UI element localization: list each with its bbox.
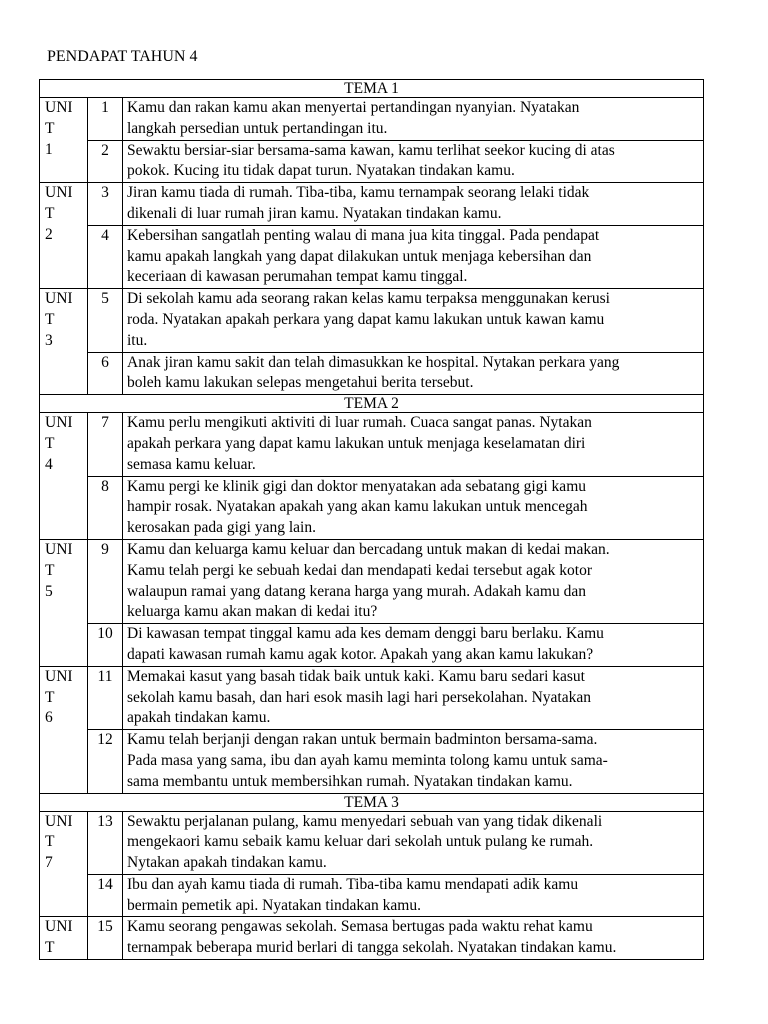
unit-label: UNI T 4 [40,413,88,540]
question-line: Kamu seorang pengawas sekolah. Semasa bertugas pada waktu rehat kamu [127,918,593,936]
question-text [123,225,704,288]
question-line: itu. [127,331,148,349]
question-line: Kamu perlu mengikuti aktiviti di luar rumah. Cuaca sangat panas. Nytakan [127,414,592,432]
question-line: roda. Nyatakan apakah perkara yang dapat kamu lakukan untuk kawan kamu [127,310,605,328]
question-number: 2 [88,140,123,183]
question-line: walaupun ramai yang datang kerana harga yang murah. Adakah kamu dan [127,582,586,600]
question-row [40,289,704,352]
unit-label: UNI T 7 [40,811,88,917]
question-line: Memakai kasut yang basah tidak baik untuk kaki. Kamu baru sedari kasut [127,667,585,685]
question-row [40,811,704,874]
question-line: kamu apakah langkah yang dapat dilakukan untuk menjaga kebersihan dan [127,247,592,265]
question-text [123,352,704,395]
question-text [123,917,704,960]
question-row [40,624,704,667]
tema-row [40,793,704,811]
question-line: Kamu dan keluarga kamu keluar dan bercadang untuk makan di kedai makan. [127,540,610,558]
question-row [40,98,704,141]
question-row [40,476,704,539]
question-line: pokok. Kucing itu tidak dapat turun. Nyatakan tindakan kamu. [127,162,515,180]
question-line: kerosakan pada gigi yang lain. [127,519,316,537]
question-line: Nytakan apakah tindakan kamu. [127,854,327,872]
unit-label: UNI T 2 [40,183,88,289]
question-row [40,413,704,476]
question-line: Kebersihan sangatlah penting walau di mana jua kita tinggal. Pada pendapat [127,226,600,244]
question-text [123,730,704,793]
tema-heading: TEMA 3 [40,793,704,811]
question-number: 9 [88,539,123,623]
tema-row [40,80,704,98]
question-line: dikenali di luar rumah jiran kamu. Nyatakan tindakan kamu. [127,204,502,222]
question-number: 11 [88,666,123,729]
question-line: Di kawasan tempat tinggal kamu ada kes demam denggi baru berlaku. Kamu [127,625,604,643]
question-row [40,917,704,960]
question-line: Ibu dan ayah kamu tiada di rumah. Tiba-tiba kamu mendapati adik kamu [127,875,579,893]
question-text [123,624,704,667]
question-line: Kamu telah berjanji dengan rakan untuk bermain badminton bersama-sama. [127,731,598,749]
question-text [123,666,704,729]
unit-label: UNI T 6 [40,666,88,793]
question-text [123,874,704,917]
question-line: keluarga kamu akan makan di kedai itu? [127,603,378,621]
question-table [39,79,704,960]
question-number: 14 [88,874,123,917]
question-row [40,183,704,226]
question-line: Kamu telah pergi ke sebuah kedai dan mendapati kedai tersebut agak kotor [127,561,592,579]
question-text [123,289,704,352]
question-number: 3 [88,183,123,226]
question-line: Sewaktu bersiar-siar bersama-sama kawan, kamu terlihat seekor kucing di atas [127,141,615,159]
question-line: sekolah kamu basah, dan hari esok masih lagi hari persekolahan. Nyatakan [127,688,591,706]
question-text [123,183,704,226]
question-line: Pada masa yang sama, ibu dan ayah kamu meminta tolong kamu untuk sama- [127,751,608,769]
question-line: dapati kawasan rumah kamu agak kotor. Apakah yang akan kamu lakukan? [127,645,594,663]
question-line: mengekaori kamu sebaik kamu keluar dari sekolah untuk pulang ke rumah. [127,833,594,851]
question-number: 1 [88,98,123,141]
question-text [123,413,704,476]
unit-label: UNI T 5 [40,539,88,666]
unit-label: UNI T 1 [40,98,88,183]
question-line: Kamu dan rakan kamu akan menyertai pertandingan nyanyian. Nyatakan [127,99,580,116]
unit-label: UNI T [40,917,88,960]
tema-heading: TEMA 2 [40,395,704,413]
question-line: Anak jiran kamu sakit dan telah dimasukkan ke hospital. Nytakan perkara yang [127,353,620,371]
question-number: 8 [88,476,123,539]
question-line: langkah persedian untuk pertandingan itu. [127,119,388,137]
question-line: sama membantu untuk membersihkan rumah. Nyatakan tindakan kamu. [127,772,573,790]
question-number: 4 [88,225,123,288]
question-row [40,225,704,288]
question-text [123,811,704,874]
question-line: Kamu pergi ke klinik gigi dan doktor menyatakan ada sebatang gigi kamu [127,477,586,495]
question-line: bermain pemetik api. Nyatakan tindakan kamu. [127,896,421,914]
question-row [40,730,704,793]
tema-row [40,395,704,413]
question-number: 12 [88,730,123,793]
question-number: 7 [88,413,123,476]
question-line: ternampak beberapa murid berlari di tangga sekolah. Nyatakan tindakan kamu. [127,939,617,957]
question-number: 6 [88,352,123,395]
question-line: hampir rosak. Nyatakan apakah yang akan kamu lakukan untuk mencegah [127,498,588,516]
question-row [40,140,704,183]
question-text [123,98,704,141]
question-text [123,539,704,623]
question-number: 10 [88,624,123,667]
question-text [123,140,704,183]
question-number: 13 [88,811,123,874]
question-line: Jiran kamu tiada di rumah. Tiba-tiba, kamu ternampak seorang lelaki tidak [127,184,590,202]
tema-heading: TEMA 1 [40,80,704,98]
question-text [123,476,704,539]
question-line: apakah perkara yang dapat kamu lakukan untuk menjaga keselamatan diri [127,434,586,452]
question-row [40,666,704,729]
document-title: PENDAPAT TAHUN 4 [47,48,198,65]
question-line: keceriaan di kawasan perumahan tempat kamu tinggal. [127,268,468,286]
question-number: 5 [88,289,123,352]
question-line: Sewaktu perjalanan pulang, kamu menyedari sebuah van yang tidak dikenali [127,812,603,830]
question-line: boleh kamu lakukan selepas mengetahui berita tersebut. [127,374,474,392]
question-row [40,352,704,395]
question-row [40,874,704,917]
question-line: semasa kamu keluar. [127,455,256,473]
question-line: apakah tindakan kamu. [127,709,271,727]
unit-label: UNI T 3 [40,289,88,395]
question-row [40,539,704,623]
question-line: Di sekolah kamu ada seorang rakan kelas kamu terpaksa menggunakan kerusi [127,290,610,308]
question-number: 15 [88,917,123,960]
